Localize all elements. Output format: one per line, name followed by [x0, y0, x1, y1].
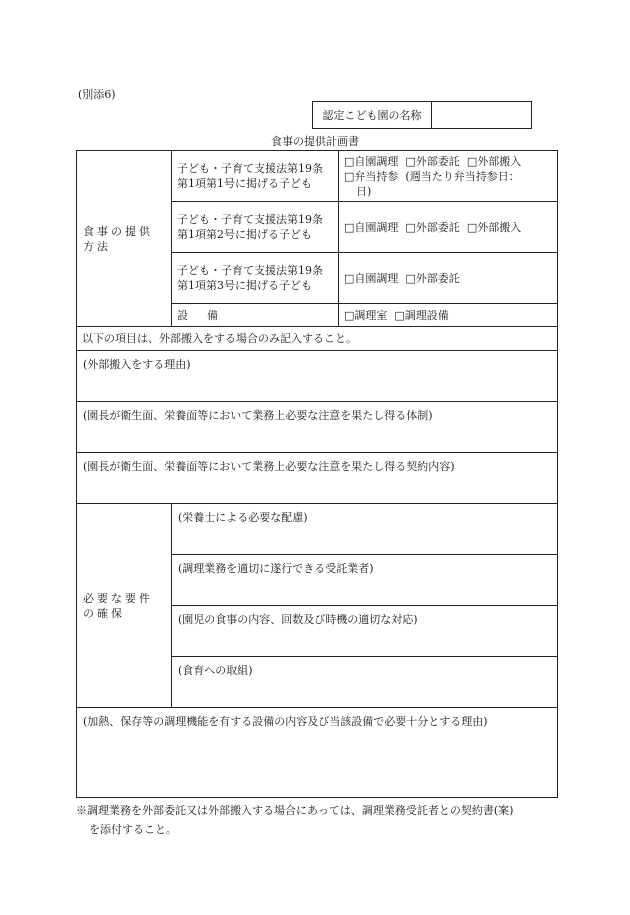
- option-outsourced[interactable]: □外部委託: [405, 271, 460, 285]
- category-equipment: 設 備: [172, 304, 339, 327]
- footnote-line-2: を添付すること。: [89, 823, 177, 836]
- facility-name-box: [312, 101, 532, 129]
- options-no2: [339, 202, 558, 253]
- hygiene-system-field[interactable]: (園長が衛生面、栄養面等において業務上必要な注意を果たし得る体制): [77, 402, 558, 453]
- footnote-line-1: ※調理業務を外部委託又は外部搬入する場合にあっては、調理業務受託者との契約書(案): [76, 804, 514, 817]
- requirement-nutritionist-field[interactable]: (栄養士による必要な配慮): [172, 504, 558, 555]
- facility-name-field[interactable]: [432, 102, 531, 128]
- meal-plan-table: [76, 150, 558, 798]
- bento-days-note: (週当たり弁当持参日：: [405, 169, 520, 183]
- option-own-kitchen[interactable]: □自園調理: [344, 271, 399, 285]
- option-outsourced[interactable]: □外部委託: [405, 154, 460, 168]
- requirement-meal-response-field[interactable]: (園児の食事の内容、回数及び時機の適切な対応): [172, 606, 558, 657]
- reason-field[interactable]: (外部搬入をする理由): [77, 351, 558, 402]
- equipment-reason-field[interactable]: (加熱、保存等の調理機能を有する設備の内容及び当該設備で必要十分とする理由): [77, 708, 558, 798]
- option-external-delivery[interactable]: □外部搬入: [466, 220, 522, 234]
- facility-name-label: 認定こども園の名称: [313, 102, 432, 128]
- options-equipment: [339, 304, 558, 327]
- document-title: 食事の提供計画書: [271, 135, 359, 148]
- option-cooking-equipment[interactable]: □調理設備: [394, 308, 449, 322]
- requirement-contractor-field[interactable]: (調理業務を適切に遂行できる受託業者): [172, 555, 558, 606]
- provision-method-label: 食事の提供方法: [77, 151, 172, 327]
- instruction-row: 以下の項目は、外部搬入をする場合のみ記入すること。: [77, 327, 558, 351]
- option-external-delivery[interactable]: □外部搬入: [466, 154, 522, 168]
- category-no1: 子ども・子育て支援法第19条第1項第1号に掲げる子ども: [172, 151, 339, 202]
- requirement-food-education-field[interactable]: (食育への取組): [172, 657, 558, 708]
- option-bento[interactable]: □弁当持参: [344, 169, 399, 183]
- footnote: [76, 801, 566, 839]
- category-no2: 子ども・子育て支援法第19条第1項第2号に掲げる子ども: [172, 202, 339, 253]
- category-no3: 子ども・子育て支援法第19条第1項第3号に掲げる子ども: [172, 253, 339, 304]
- contract-content-field[interactable]: (園長が衛生面、栄養面等において業務上必要な注意を果たし得る契約内容): [77, 453, 558, 504]
- options-no3: [339, 253, 558, 304]
- option-own-kitchen[interactable]: □自園調理: [344, 220, 399, 234]
- options-no1: [339, 151, 558, 202]
- requirements-label: 必要な要件の確保: [77, 504, 172, 708]
- annex-label: (別添6): [78, 88, 116, 101]
- option-outsourced[interactable]: □外部委託: [405, 220, 460, 234]
- option-own-kitchen[interactable]: □自園調理: [344, 154, 399, 168]
- option-kitchen-room[interactable]: □調理室: [344, 308, 388, 322]
- bento-days-suffix: 日): [356, 184, 372, 198]
